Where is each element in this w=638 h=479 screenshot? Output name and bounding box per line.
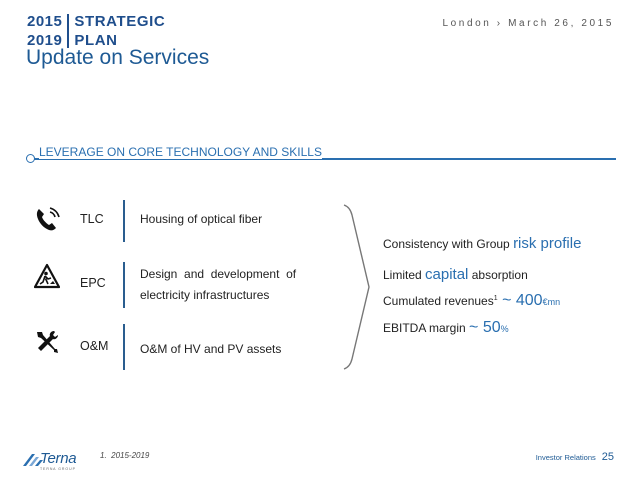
investor-relations-label: Investor Relations bbox=[535, 453, 596, 462]
page-number: 25 bbox=[601, 451, 614, 463]
chevron-right-icon bbox=[342, 203, 372, 371]
outcome-ebitda-unit: % bbox=[500, 324, 509, 334]
section-header bbox=[26, 142, 616, 162]
outcome-risk-profile bbox=[383, 235, 581, 252]
outcome-capital-post: absorption bbox=[468, 268, 528, 282]
outcome-capital bbox=[383, 266, 528, 283]
outcome-revenues bbox=[383, 292, 560, 310]
page-title: Update on Services bbox=[26, 46, 210, 69]
logo-word-bottom: PLAN bbox=[74, 32, 118, 49]
footnote: 1. 2015-2019 bbox=[100, 451, 150, 460]
phone-icon bbox=[34, 206, 60, 232]
row-description-tlc: Housing of optical fiber bbox=[140, 212, 263, 226]
row-description-om: O&M of HV and PV assets bbox=[140, 342, 282, 356]
footer-right bbox=[536, 451, 614, 463]
row-description-epc-line2: electricity infrastructures bbox=[140, 288, 270, 302]
tools-icon bbox=[34, 329, 60, 355]
construction-sign-icon bbox=[34, 263, 60, 289]
logo-year-bottom: 2019 bbox=[27, 32, 63, 49]
strategic-plan-logo bbox=[27, 14, 165, 48]
row-divider-epc bbox=[123, 262, 125, 308]
logo-words bbox=[74, 14, 165, 48]
terna-logo-subtext: T E R N A G R O U P bbox=[40, 467, 75, 471]
section-bullet-icon bbox=[26, 154, 35, 163]
outcome-risk-profile-text: Consistency with Group bbox=[383, 237, 514, 251]
logo-separator bbox=[67, 14, 69, 48]
outcome-ebitda-accent: ~ 50 bbox=[469, 319, 501, 336]
outcome-revenues-pre: Cumulated revenues bbox=[383, 294, 494, 308]
terna-logo-text: Terna bbox=[40, 450, 77, 467]
row-description-epc bbox=[140, 264, 296, 306]
terna-logo bbox=[22, 450, 92, 472]
outcome-ebitda bbox=[383, 319, 509, 337]
logo-word-top: STRATEGIC bbox=[74, 13, 166, 30]
presentation-date: London › March 26, 2015 bbox=[442, 18, 614, 29]
row-divider-om bbox=[123, 324, 125, 370]
section-label: LEVERAGE ON CORE TECHNOLOGY AND SKILLS bbox=[39, 145, 322, 159]
outcome-ebitda-pre: EBITDA margin bbox=[383, 321, 470, 335]
outcome-revenues-footnote-ref: 1 bbox=[493, 295, 498, 302]
logo-years bbox=[27, 14, 62, 48]
row-code-om: O&M bbox=[80, 339, 109, 353]
row-code-tlc: TLC bbox=[80, 212, 104, 226]
logo-year-top: 2015 bbox=[27, 13, 63, 30]
outcome-risk-profile-accent: risk profile bbox=[513, 235, 582, 252]
row-description-epc-line1: Design and development of bbox=[140, 267, 297, 281]
outcome-revenues-unit: €mn bbox=[542, 297, 561, 307]
row-divider-tlc bbox=[123, 200, 125, 242]
outcome-capital-accent: capital bbox=[425, 266, 469, 283]
outcome-capital-pre: Limited bbox=[383, 268, 426, 282]
outcome-revenues-accent: ~ 400 bbox=[497, 292, 543, 309]
row-code-epc: EPC bbox=[80, 276, 106, 290]
